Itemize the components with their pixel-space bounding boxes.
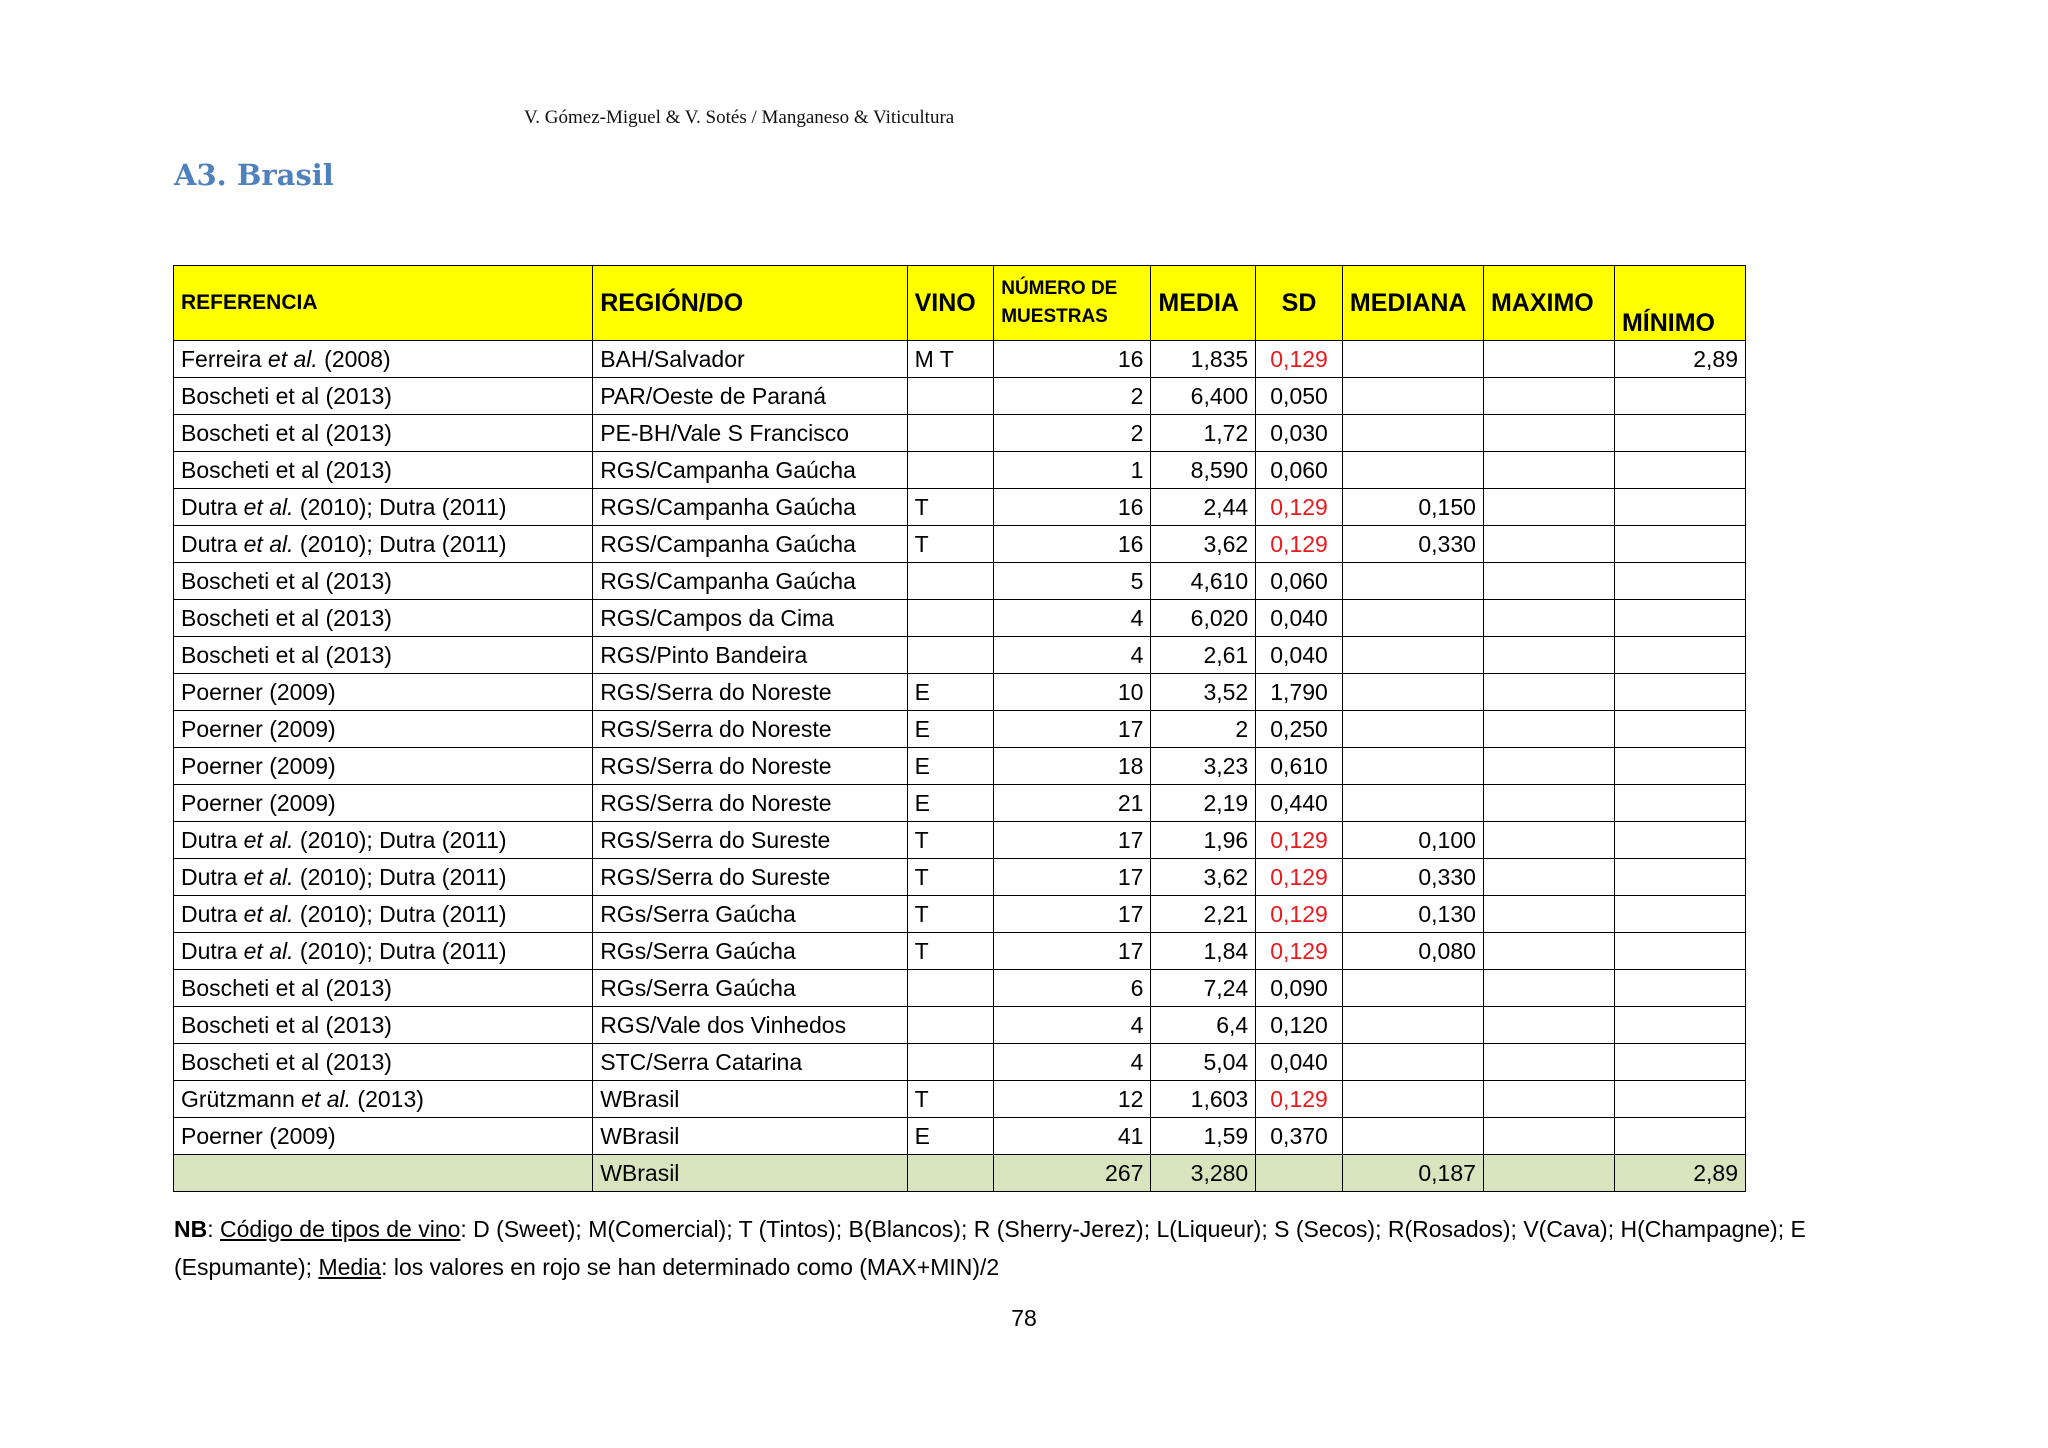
cell-vino: M T bbox=[907, 341, 994, 378]
cell-referencia bbox=[174, 970, 593, 1007]
reference-post: (2013) bbox=[351, 1085, 424, 1112]
cell-media: 2,44 bbox=[1151, 489, 1256, 526]
cell-media: 6,020 bbox=[1151, 600, 1256, 637]
reference-post: (2010); Dutra (2011) bbox=[293, 530, 507, 557]
cell-mediana bbox=[1342, 785, 1483, 822]
cell-sd: 0,030 bbox=[1256, 415, 1343, 452]
cell-vino: E bbox=[907, 674, 994, 711]
cell-minimo bbox=[1614, 1007, 1745, 1044]
cell-referencia bbox=[174, 600, 593, 637]
cell-mediana bbox=[1342, 1118, 1483, 1155]
cell-maximo bbox=[1483, 859, 1614, 896]
cell-mediana bbox=[1342, 1081, 1483, 1118]
note-nb-label: NB bbox=[174, 1216, 208, 1242]
cell-vino bbox=[907, 1007, 994, 1044]
cell-vino: T bbox=[907, 1081, 994, 1118]
cell-muestras: 4 bbox=[994, 600, 1151, 637]
cell-muestras: 1 bbox=[994, 452, 1151, 489]
cell-minimo bbox=[1614, 378, 1745, 415]
cell-mediana: 0,150 bbox=[1342, 489, 1483, 526]
cell-minimo bbox=[1614, 637, 1745, 674]
col-header-maximo: MAXIMO bbox=[1483, 266, 1614, 341]
cell-minimo bbox=[1614, 933, 1745, 970]
cell-minimo bbox=[1614, 1044, 1745, 1081]
cell-maximo bbox=[1483, 563, 1614, 600]
cell-referencia bbox=[174, 489, 593, 526]
cell-referencia bbox=[174, 674, 593, 711]
total-mediana: 0,187 bbox=[1342, 1155, 1483, 1192]
cell-vino bbox=[907, 637, 994, 674]
cell-minimo bbox=[1614, 415, 1745, 452]
cell-media: 3,62 bbox=[1151, 859, 1256, 896]
cell-muestras: 10 bbox=[994, 674, 1151, 711]
reference-pre: Poerner (2009) bbox=[181, 715, 336, 742]
cell-sd: 0,060 bbox=[1256, 563, 1343, 600]
cell-sd: 0,129 bbox=[1256, 933, 1343, 970]
cell-region: RGS/Serra do Noreste bbox=[593, 711, 907, 748]
cell-sd: 0,040 bbox=[1256, 1044, 1343, 1081]
cell-region: RGS/Campanha Gaúcha bbox=[593, 563, 907, 600]
col-header-mediana: MEDIANA bbox=[1342, 266, 1483, 341]
cell-minimo: 2,89 bbox=[1614, 341, 1745, 378]
cell-referencia bbox=[174, 822, 593, 859]
col-header-vino: VINO bbox=[907, 266, 994, 341]
cell-maximo bbox=[1483, 748, 1614, 785]
total-maximo bbox=[1483, 1155, 1614, 1192]
cell-maximo bbox=[1483, 674, 1614, 711]
cell-muestras: 17 bbox=[994, 933, 1151, 970]
cell-region: PAR/Oeste de Paraná bbox=[593, 378, 907, 415]
cell-region: RGS/Serra do Noreste bbox=[593, 748, 907, 785]
cell-minimo bbox=[1614, 711, 1745, 748]
total-minimo: 2,89 bbox=[1614, 1155, 1745, 1192]
reference-pre: Boscheti et al (2013) bbox=[181, 1011, 392, 1038]
table-row bbox=[174, 1118, 1746, 1155]
cell-maximo bbox=[1483, 1007, 1614, 1044]
cell-minimo bbox=[1614, 489, 1745, 526]
cell-muestras: 16 bbox=[994, 341, 1151, 378]
cell-mediana bbox=[1342, 748, 1483, 785]
cell-referencia bbox=[174, 563, 593, 600]
cell-media: 1,603 bbox=[1151, 1081, 1256, 1118]
reference-pre: Grützmann bbox=[181, 1085, 302, 1112]
cell-referencia bbox=[174, 1118, 593, 1155]
reference-post: (2010); Dutra (2011) bbox=[293, 900, 507, 927]
cell-minimo bbox=[1614, 1081, 1745, 1118]
cell-sd: 0,129 bbox=[1256, 341, 1343, 378]
cell-maximo bbox=[1483, 822, 1614, 859]
cell-vino: E bbox=[907, 748, 994, 785]
cell-vino: T bbox=[907, 822, 994, 859]
cell-region: RGS/Serra do Noreste bbox=[593, 674, 907, 711]
cell-vino: T bbox=[907, 859, 994, 896]
cell-mediana bbox=[1342, 711, 1483, 748]
total-region: WBrasil bbox=[593, 1155, 907, 1192]
col-header-media: MEDIA bbox=[1151, 266, 1256, 341]
cell-mediana bbox=[1342, 1044, 1483, 1081]
col-header-numero-muestras: NÚMERO DE MUESTRAS bbox=[994, 266, 1151, 341]
reference-pre: Dutra bbox=[181, 826, 244, 853]
reference-pre: Boscheti et al (2013) bbox=[181, 567, 392, 594]
reference-pre: Boscheti et al (2013) bbox=[181, 456, 392, 483]
table-body bbox=[174, 341, 1746, 1192]
cell-region: STC/Serra Catarina bbox=[593, 1044, 907, 1081]
cell-minimo bbox=[1614, 970, 1745, 1007]
cell-muestras: 17 bbox=[994, 822, 1151, 859]
cell-vino: T bbox=[907, 896, 994, 933]
cell-media: 4,610 bbox=[1151, 563, 1256, 600]
cell-vino: E bbox=[907, 1118, 994, 1155]
cell-referencia bbox=[174, 859, 593, 896]
cell-region: BAH/Salvador bbox=[593, 341, 907, 378]
cell-region: RGs/Serra Gaúcha bbox=[593, 896, 907, 933]
table-row bbox=[174, 378, 1746, 415]
table-row bbox=[174, 489, 1746, 526]
cell-minimo bbox=[1614, 859, 1745, 896]
cell-sd: 0,129 bbox=[1256, 526, 1343, 563]
cell-mediana bbox=[1342, 600, 1483, 637]
reference-pre: Poerner (2009) bbox=[181, 678, 336, 705]
reference-em: et al. bbox=[243, 493, 294, 520]
cell-referencia bbox=[174, 711, 593, 748]
cell-mediana bbox=[1342, 341, 1483, 378]
cell-media: 3,52 bbox=[1151, 674, 1256, 711]
reference-post: (2010); Dutra (2011) bbox=[293, 826, 507, 853]
total-muestras: 267 bbox=[994, 1155, 1151, 1192]
cell-sd: 0,090 bbox=[1256, 970, 1343, 1007]
reference-pre: Boscheti et al (2013) bbox=[181, 382, 392, 409]
cell-media: 2,61 bbox=[1151, 637, 1256, 674]
cell-maximo bbox=[1483, 415, 1614, 452]
cell-mediana: 0,080 bbox=[1342, 933, 1483, 970]
cell-minimo bbox=[1614, 748, 1745, 785]
col-header-minimo: MÍNIMO bbox=[1614, 266, 1745, 341]
cell-vino: T bbox=[907, 526, 994, 563]
total-sd bbox=[1256, 1155, 1343, 1192]
cell-vino: E bbox=[907, 711, 994, 748]
total-media: 3,280 bbox=[1151, 1155, 1256, 1192]
table-row bbox=[174, 452, 1746, 489]
cell-mediana bbox=[1342, 674, 1483, 711]
cell-sd: 0,250 bbox=[1256, 711, 1343, 748]
cell-minimo bbox=[1614, 1118, 1745, 1155]
cell-vino bbox=[907, 970, 994, 1007]
cell-vino: T bbox=[907, 933, 994, 970]
reference-pre: Dutra bbox=[181, 937, 244, 964]
table-header-row bbox=[174, 266, 1746, 341]
cell-vino bbox=[907, 1044, 994, 1081]
cell-referencia bbox=[174, 933, 593, 970]
cell-referencia bbox=[174, 896, 593, 933]
running-header: V. Gómez-Miguel & V. Sotés / Manganeso & Viticultura bbox=[524, 107, 955, 128]
table-total-row bbox=[174, 1155, 1746, 1192]
reference-pre: Poerner (2009) bbox=[181, 789, 336, 816]
reference-pre: Dutra bbox=[181, 863, 244, 890]
reference-pre: Boscheti et al (2013) bbox=[181, 419, 392, 446]
cell-mediana bbox=[1342, 970, 1483, 1007]
cell-referencia bbox=[174, 452, 593, 489]
cell-maximo bbox=[1483, 452, 1614, 489]
cell-media: 1,835 bbox=[1151, 341, 1256, 378]
cell-region: RGS/Campanha Gaúcha bbox=[593, 452, 907, 489]
cell-muestras: 17 bbox=[994, 711, 1151, 748]
reference-em: et al. bbox=[267, 345, 318, 372]
cell-mediana bbox=[1342, 452, 1483, 489]
cell-maximo bbox=[1483, 526, 1614, 563]
reference-pre: Boscheti et al (2013) bbox=[181, 604, 392, 631]
cell-muestras: 16 bbox=[994, 489, 1151, 526]
cell-region: RGs/Serra Gaúcha bbox=[593, 970, 907, 1007]
reference-em: et al. bbox=[243, 900, 294, 927]
reference-em: et al. bbox=[243, 937, 294, 964]
cell-media: 3,23 bbox=[1151, 748, 1256, 785]
cell-maximo bbox=[1483, 378, 1614, 415]
cell-media: 1,84 bbox=[1151, 933, 1256, 970]
cell-referencia bbox=[174, 748, 593, 785]
reference-pre: Boscheti et al (2013) bbox=[181, 1048, 392, 1075]
cell-maximo bbox=[1483, 1044, 1614, 1081]
cell-sd: 0,050 bbox=[1256, 378, 1343, 415]
cell-referencia bbox=[174, 378, 593, 415]
cell-media: 2,19 bbox=[1151, 785, 1256, 822]
section-title: A3. Brasil bbox=[174, 158, 334, 192]
cell-minimo bbox=[1614, 896, 1745, 933]
table-row bbox=[174, 1081, 1746, 1118]
cell-vino: T bbox=[907, 489, 994, 526]
cell-referencia bbox=[174, 341, 593, 378]
cell-referencia bbox=[174, 1044, 593, 1081]
cell-muestras: 2 bbox=[994, 378, 1151, 415]
cell-muestras: 5 bbox=[994, 563, 1151, 600]
cell-sd: 0,129 bbox=[1256, 822, 1343, 859]
cell-maximo bbox=[1483, 489, 1614, 526]
cell-media: 5,04 bbox=[1151, 1044, 1256, 1081]
cell-muestras: 17 bbox=[994, 896, 1151, 933]
cell-maximo bbox=[1483, 341, 1614, 378]
cell-mediana bbox=[1342, 378, 1483, 415]
cell-region: RGS/Serra do Sureste bbox=[593, 859, 907, 896]
cell-maximo bbox=[1483, 933, 1614, 970]
cell-sd: 0,120 bbox=[1256, 1007, 1343, 1044]
table-row bbox=[174, 600, 1746, 637]
cell-muestras: 16 bbox=[994, 526, 1151, 563]
cell-vino bbox=[907, 378, 994, 415]
cell-sd: 0,610 bbox=[1256, 748, 1343, 785]
cell-sd: 0,040 bbox=[1256, 600, 1343, 637]
cell-referencia bbox=[174, 1081, 593, 1118]
cell-minimo bbox=[1614, 452, 1745, 489]
reference-pre: Dutra bbox=[181, 530, 244, 557]
cell-muestras: 4 bbox=[994, 1044, 1151, 1081]
table-row bbox=[174, 415, 1746, 452]
note-colon: : bbox=[207, 1216, 221, 1242]
reference-pre: Boscheti et al (2013) bbox=[181, 974, 392, 1001]
cell-sd: 0,129 bbox=[1256, 489, 1343, 526]
note-media-label: Media bbox=[318, 1254, 382, 1280]
note-codes-label: Código de tipos de vino bbox=[220, 1216, 461, 1242]
reference-pre: Poerner (2009) bbox=[181, 752, 336, 779]
cell-media: 7,24 bbox=[1151, 970, 1256, 1007]
table-row bbox=[174, 785, 1746, 822]
footnote bbox=[174, 1210, 1894, 1286]
cell-vino bbox=[907, 600, 994, 637]
table-row bbox=[174, 674, 1746, 711]
table-row bbox=[174, 341, 1746, 378]
total-vino bbox=[907, 1155, 994, 1192]
cell-muestras: 4 bbox=[994, 1007, 1151, 1044]
cell-sd: 1,790 bbox=[1256, 674, 1343, 711]
reference-post: (2010); Dutra (2011) bbox=[293, 863, 507, 890]
cell-maximo bbox=[1483, 711, 1614, 748]
cell-muestras: 2 bbox=[994, 415, 1151, 452]
reference-post: (2010); Dutra (2011) bbox=[293, 493, 507, 520]
cell-media: 8,590 bbox=[1151, 452, 1256, 489]
cell-minimo bbox=[1614, 674, 1745, 711]
reference-pre: Dutra bbox=[181, 493, 244, 520]
cell-media: 2 bbox=[1151, 711, 1256, 748]
cell-sd: 0,040 bbox=[1256, 637, 1343, 674]
cell-vino bbox=[907, 452, 994, 489]
col-header-region: REGIÓN/DO bbox=[593, 266, 907, 341]
table-row bbox=[174, 563, 1746, 600]
cell-sd: 0,440 bbox=[1256, 785, 1343, 822]
cell-media: 1,59 bbox=[1151, 1118, 1256, 1155]
reference-em: et al. bbox=[243, 863, 294, 890]
cell-mediana: 0,100 bbox=[1342, 822, 1483, 859]
cell-region: RGs/Serra Gaúcha bbox=[593, 933, 907, 970]
cell-muestras: 21 bbox=[994, 785, 1151, 822]
cell-region: PE-BH/Vale S Francisco bbox=[593, 415, 907, 452]
reference-pre: Dutra bbox=[181, 900, 244, 927]
table-row bbox=[174, 637, 1746, 674]
note-media-text: : los valores en rojo se han determinado como (MAX+MIN)/2 bbox=[381, 1254, 1000, 1280]
reference-em: et al. bbox=[301, 1085, 352, 1112]
cell-sd: 0,060 bbox=[1256, 452, 1343, 489]
reference-em: et al. bbox=[243, 826, 294, 853]
cell-region: RGS/Vale dos Vinhedos bbox=[593, 1007, 907, 1044]
table-row bbox=[174, 859, 1746, 896]
cell-region: RGS/Serra do Sureste bbox=[593, 822, 907, 859]
cell-muestras: 6 bbox=[994, 970, 1151, 1007]
reference-post: (2008) bbox=[317, 345, 391, 372]
table-row bbox=[174, 970, 1746, 1007]
cell-muestras: 17 bbox=[994, 859, 1151, 896]
reference-pre: Boscheti et al (2013) bbox=[181, 641, 392, 668]
col-header-referencia: REFERENCIA bbox=[174, 266, 593, 341]
cell-maximo bbox=[1483, 600, 1614, 637]
cell-referencia bbox=[174, 526, 593, 563]
cell-referencia bbox=[174, 415, 593, 452]
cell-media: 6,4 bbox=[1151, 1007, 1256, 1044]
col-header-sd: SD bbox=[1256, 266, 1343, 341]
cell-region: WBrasil bbox=[593, 1081, 907, 1118]
cell-minimo bbox=[1614, 600, 1745, 637]
data-table bbox=[173, 265, 1746, 1192]
cell-vino bbox=[907, 415, 994, 452]
cell-region: RGS/Pinto Bandeira bbox=[593, 637, 907, 674]
cell-vino bbox=[907, 563, 994, 600]
cell-maximo bbox=[1483, 970, 1614, 1007]
cell-muestras: 41 bbox=[994, 1118, 1151, 1155]
cell-minimo bbox=[1614, 822, 1745, 859]
table-row bbox=[174, 526, 1746, 563]
total-referencia bbox=[174, 1155, 593, 1192]
cell-maximo bbox=[1483, 1081, 1614, 1118]
table-row bbox=[174, 822, 1746, 859]
cell-vino: E bbox=[907, 785, 994, 822]
cell-region: WBrasil bbox=[593, 1118, 907, 1155]
table-row bbox=[174, 896, 1746, 933]
cell-media: 6,400 bbox=[1151, 378, 1256, 415]
reference-pre: Ferreira bbox=[181, 345, 268, 372]
cell-mediana bbox=[1342, 1007, 1483, 1044]
cell-region: RGS/Campos da Cima bbox=[593, 600, 907, 637]
cell-minimo bbox=[1614, 563, 1745, 600]
cell-region: RGS/Campanha Gaúcha bbox=[593, 526, 907, 563]
cell-media: 3,62 bbox=[1151, 526, 1256, 563]
cell-region: RGS/Serra do Noreste bbox=[593, 785, 907, 822]
table-row bbox=[174, 748, 1746, 785]
cell-media: 1,72 bbox=[1151, 415, 1256, 452]
table-row bbox=[174, 933, 1746, 970]
cell-minimo bbox=[1614, 785, 1745, 822]
cell-mediana: 0,330 bbox=[1342, 859, 1483, 896]
cell-referencia bbox=[174, 1007, 593, 1044]
cell-muestras: 18 bbox=[994, 748, 1151, 785]
cell-sd: 0,129 bbox=[1256, 1081, 1343, 1118]
cell-mediana: 0,330 bbox=[1342, 526, 1483, 563]
cell-maximo bbox=[1483, 896, 1614, 933]
table-row bbox=[174, 1044, 1746, 1081]
table-row bbox=[174, 711, 1746, 748]
cell-referencia bbox=[174, 637, 593, 674]
cell-mediana bbox=[1342, 637, 1483, 674]
cell-muestras: 12 bbox=[994, 1081, 1151, 1118]
cell-mediana bbox=[1342, 415, 1483, 452]
cell-sd: 0,370 bbox=[1256, 1118, 1343, 1155]
cell-minimo bbox=[1614, 526, 1745, 563]
cell-sd: 0,129 bbox=[1256, 859, 1343, 896]
page-number: 78 bbox=[1011, 1305, 1037, 1331]
cell-media: 2,21 bbox=[1151, 896, 1256, 933]
cell-mediana: 0,130 bbox=[1342, 896, 1483, 933]
cell-muestras: 4 bbox=[994, 637, 1151, 674]
cell-media: 1,96 bbox=[1151, 822, 1256, 859]
cell-maximo bbox=[1483, 785, 1614, 822]
cell-region: RGS/Campanha Gaúcha bbox=[593, 489, 907, 526]
note-codes-text: : D (Sweet); M(Comercial); T (Tintos); B(Blancos); R (Sherry-Jerez); L(Liqueur); S (Secos); R(Rosados); V(Cava); H(Champagne); E (Espumante); bbox=[174, 1216, 1806, 1280]
reference-em: et al. bbox=[243, 530, 294, 557]
cell-mediana bbox=[1342, 563, 1483, 600]
cell-referencia bbox=[174, 785, 593, 822]
cell-maximo bbox=[1483, 637, 1614, 674]
cell-sd: 0,129 bbox=[1256, 896, 1343, 933]
cell-maximo bbox=[1483, 1118, 1614, 1155]
reference-post: (2010); Dutra (2011) bbox=[293, 937, 507, 964]
table-row bbox=[174, 1007, 1746, 1044]
reference-pre: Poerner (2009) bbox=[181, 1122, 336, 1149]
